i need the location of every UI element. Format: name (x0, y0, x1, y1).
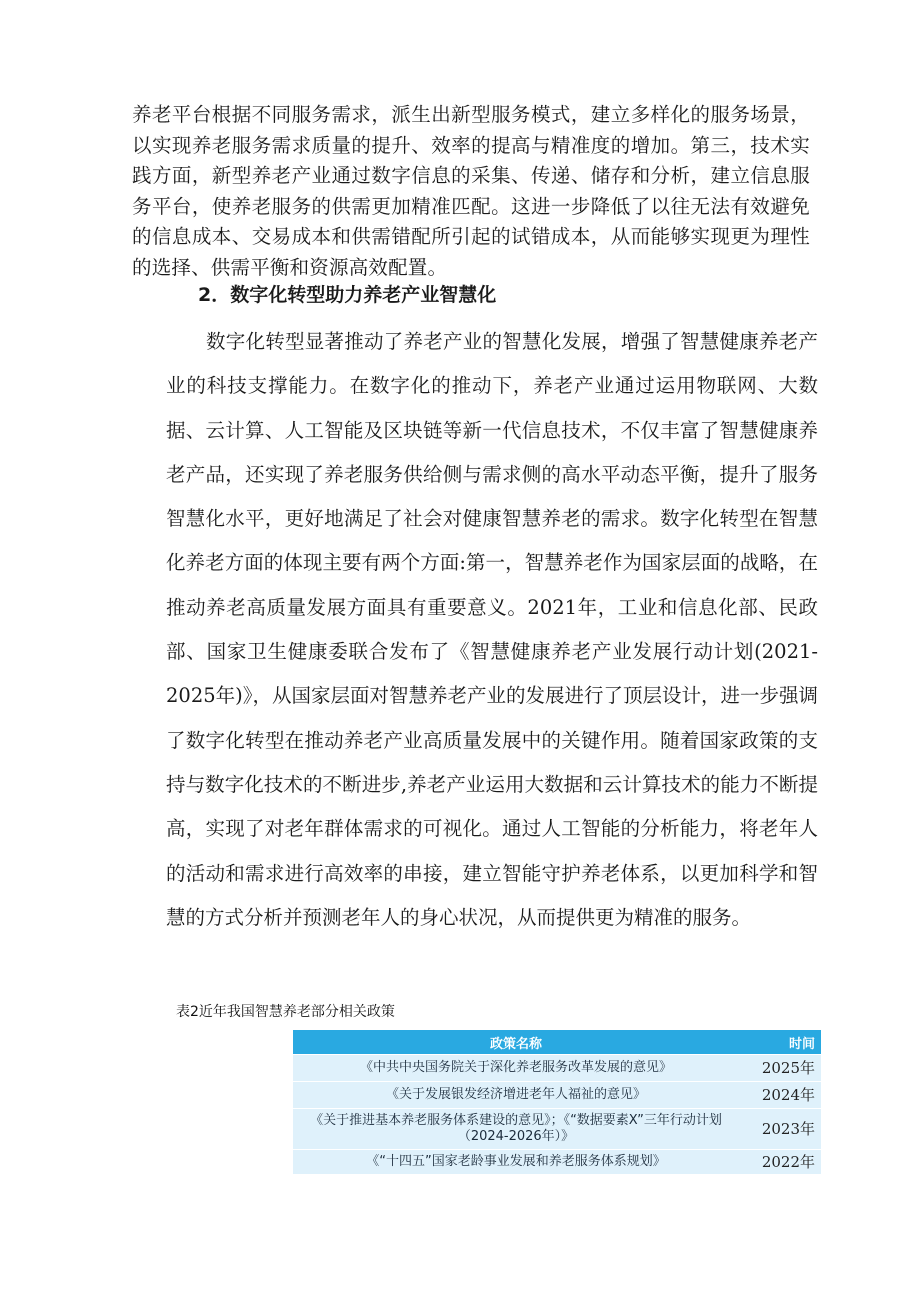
table-row (293, 1082, 821, 1109)
policy-table (293, 1030, 821, 1174)
table-header-row (293, 1030, 821, 1055)
policy-year: 2024年 (739, 1082, 821, 1109)
section-heading: 2．数字化转型助力养老产业智慧化 (198, 284, 497, 306)
policy-name: 《“十四五”国家老龄事业发展和养老服务体系规划》 (293, 1150, 739, 1175)
table-row (293, 1150, 821, 1175)
policy-name: 《关于发展银发经济增进老年人福祉的意见》 (293, 1082, 739, 1109)
continued-paragraph: 养老平台根据不同服务需求，派生出新型服务模式，建立多样化的服务场景，以实现养老服务需求质量的提升、效率的提高与精准度的增加。第三，技术实践方面，新型养老产业通过数字信息的采集、传递、储存和分析，建立信息服务平台，使养老服务的供需更加精准匹配。这进一步降低了以往无法有效避免的信息成本、交易成本和供需错配所引起的试错成本，从而能够实现更为理性的选择、供需平衡和资源高效配置。 (132, 103, 810, 279)
table-caption: 表2近年我国智慧养老部分相关政策 (176, 1004, 395, 1020)
header-policy-name: 政策名称 (293, 1030, 739, 1055)
table-row (293, 1055, 821, 1082)
policy-name: 《中共中央国务院关于深化养老服务改革发展的意见》 (293, 1055, 739, 1082)
section-paragraph: 数字化转型显著推动了养老产业的智慧化发展，增强了智慧健康养老产业的科技支撑能力。在数字化的推动下，养老产业通过运用物联网、大数据、云计算、人工智能及区块链等新一代信息技术，不仅丰富了智慧健康养老产品，还实现了养老服务供给侧与需求侧的高水平动态平衡，提升了服务智慧化水平，更好地满足了社会对健康智慧养老的需求。数字化转型在智慧化养老方面的体现主要有两个方面:第一，智慧养老作为国家层面的战略，在推动养老高质量发展方面具有重要意义。2021年，工业和信息化部、民政部、国家卫生健康委联合发布了《智慧健康养老产业发展行动计划(2021-2025年)》，从国家层面对智慧养老产业的发展进行了顶层设计，进一步强调了数字化转型在推动养老产业高质量发展中的关键作用。随着国家政策的支持与数字化技术的不断进步,养老产业运用大数据和云计算技术的能力不断提高，实现了对老年群体需求的可视化。通过人工智能的分析能力，将老年人的活动和需求进行高效率的串接，建立智能守护养老体系，以更加科学和智慧的方式分析并预测老年人的身心状况，从而提供更为精准的服务。 (166, 330, 818, 929)
policy-year: 2022年 (739, 1150, 821, 1175)
header-year: 时间 (739, 1030, 821, 1055)
policy-name: 《关于推进基本养老服务体系建设的意见》；《“数据要素X”三年行动计划（2024-2026年）》 (293, 1109, 739, 1150)
policy-year: 2025年 (739, 1055, 821, 1082)
policy-year: 2023年 (739, 1109, 821, 1150)
table-row (293, 1109, 821, 1150)
